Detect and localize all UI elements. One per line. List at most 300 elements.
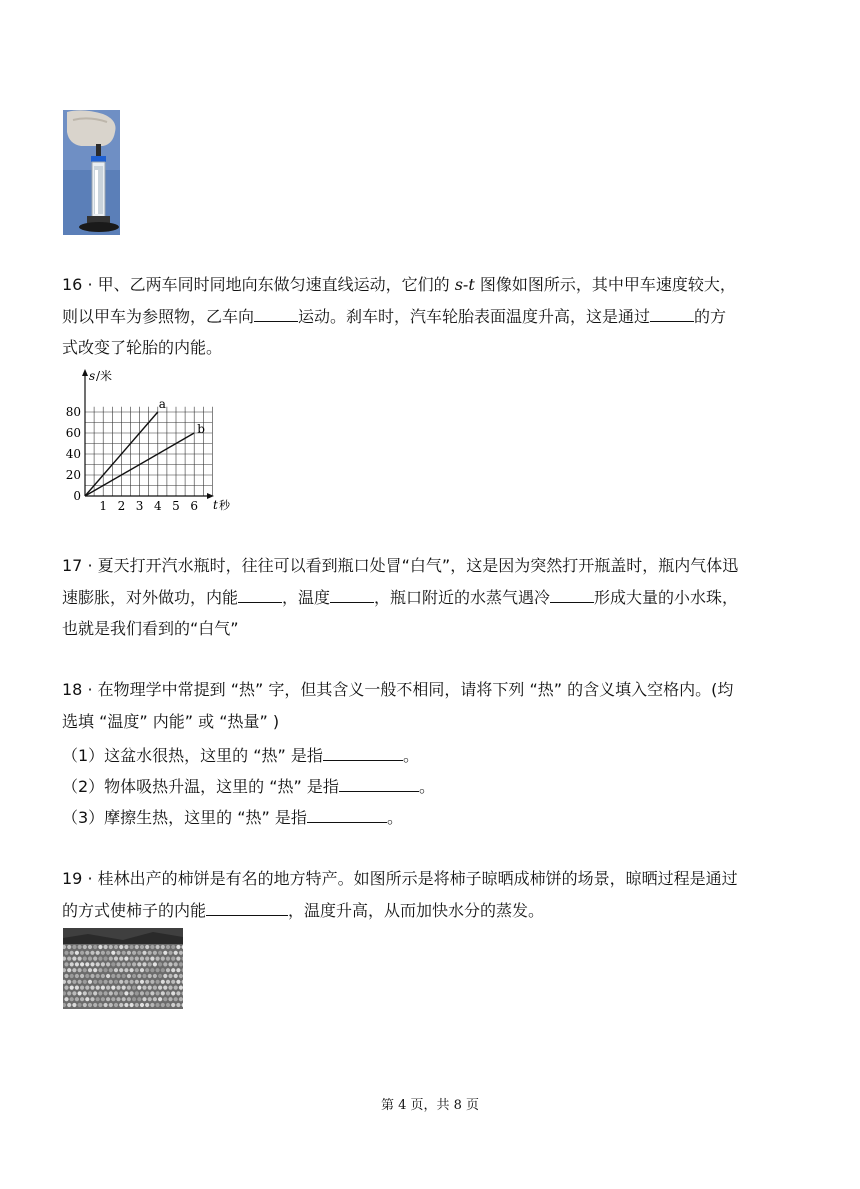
persimmon-dot: [78, 945, 82, 949]
persimmon-dot: [109, 1003, 113, 1007]
question-19: [62, 863, 842, 926]
persimmon-dot: [145, 1003, 149, 1007]
persimmon-dot: [132, 974, 136, 978]
persimmon-dot: [122, 986, 126, 990]
persimmon-dot: [111, 974, 115, 978]
x-tick-label: 4: [153, 499, 162, 513]
persimmon-dot: [124, 1003, 128, 1007]
persimmon-dot: [140, 991, 144, 995]
persimmon-dot: [150, 968, 154, 972]
persimmon-dot: [119, 991, 123, 995]
persimmon-dot: [114, 1003, 118, 1007]
persimmon-dot: [64, 986, 68, 990]
persimmon-dot: [70, 986, 74, 990]
question-text: 运动。刹车时，汽车轮胎表面温度升高，这是通过: [298, 306, 651, 326]
persimmon-dot: [93, 968, 97, 972]
persimmon-dot: [111, 997, 115, 1001]
persimmon-dot: [156, 980, 160, 984]
persimmon-dot: [168, 974, 172, 978]
persimmon-dot: [101, 997, 105, 1001]
persimmon-dot: [130, 980, 134, 984]
persimmon-dot: [80, 986, 84, 990]
question-text: 图像如图所示，其中甲车速度较大，: [474, 275, 736, 294]
persimmon-dot: [148, 951, 152, 955]
persimmon-dot: [85, 951, 89, 955]
persimmon-dot: [166, 980, 170, 984]
persimmon-dot: [85, 986, 89, 990]
persimmon-dot: [176, 945, 180, 949]
question-text: ，瓶口附近的水蒸气遇冷: [374, 587, 551, 607]
persimmon-dot: [96, 997, 100, 1001]
persimmon-dot: [114, 968, 118, 972]
persimmon-dot: [78, 991, 82, 995]
persimmon-dot: [93, 1003, 97, 1007]
persimmon-dot: [142, 951, 146, 955]
persimmon-dot: [119, 980, 123, 984]
persimmon-dot: [137, 951, 141, 955]
persimmon-dot: [101, 962, 105, 966]
persimmon-dot: [122, 962, 126, 966]
persimmon-dot: [70, 951, 74, 955]
persimmon-dot: [75, 986, 79, 990]
persimmon-dot: [163, 997, 167, 1001]
question-text: 式改变了轮胎的内能。: [62, 338, 223, 357]
persimmon-dot: [114, 980, 118, 984]
sub-question-text: （3）摩擦生热，这里的 “热” 是指: [62, 808, 307, 827]
persimmon-dot: [158, 974, 162, 978]
persimmon-dot: [161, 968, 165, 972]
persimmon-dot: [179, 951, 183, 955]
persimmon-dot: [114, 991, 118, 995]
persimmon-dot: [171, 957, 175, 961]
question-number: 16 ·: [62, 275, 98, 294]
persimmon-dot: [135, 968, 139, 972]
persimmon-dot: [64, 951, 68, 955]
persimmon-dot: [166, 945, 170, 949]
persimmon-dot: [156, 945, 160, 949]
answer-blank[interactable]: [238, 584, 282, 603]
persimmon-dot: [176, 957, 180, 961]
persimmon-dot: [171, 980, 175, 984]
persimmon-dot: [168, 951, 172, 955]
persimmon-dot: [140, 968, 144, 972]
persimmon-dot: [72, 945, 76, 949]
persimmon-dot: [106, 962, 110, 966]
x-tick-label: 2: [117, 499, 126, 513]
persimmon-dot: [72, 980, 76, 984]
question-text: 在物理学中常提到 “热” 字，但其含义一般不相同，请将下列 “热” 的含义填入空格内。(均: [97, 680, 734, 699]
persimmon-dot: [85, 974, 89, 978]
persimmon-dot: [83, 991, 87, 995]
persimmon-dot: [137, 997, 141, 1001]
persimmon-dot: [88, 957, 92, 961]
question-text: 则以甲车为参照物，乙车向: [62, 306, 255, 326]
x-axis-label-unit: 秒: [219, 499, 230, 512]
persimmon-dot: [106, 997, 110, 1001]
question-18: [62, 674, 842, 737]
persimmon-dot: [88, 945, 92, 949]
persimmon-dot: [161, 957, 165, 961]
persimmon-dot: [150, 980, 154, 984]
persimmon-dot: [83, 968, 87, 972]
persimmon-dot: [64, 997, 68, 1001]
persimmon-dot: [98, 968, 102, 972]
persimmon-dot: [119, 945, 123, 949]
y-tick-label: 80: [65, 405, 81, 419]
persimmon-dot: [98, 1003, 102, 1007]
persimmon-dot: [150, 945, 154, 949]
persimmon-dot: [90, 986, 94, 990]
persimmon-dot: [176, 968, 180, 972]
persimmon-dot: [96, 986, 100, 990]
persimmon-dot: [127, 986, 131, 990]
question-text: 速膨胀，对外做功，内能: [62, 587, 239, 607]
persimmon-dot: [132, 951, 136, 955]
persimmon-dot: [109, 968, 113, 972]
sub-question-text: 。: [386, 808, 403, 827]
question-18-sub-2: [62, 771, 435, 803]
persimmon-dot: [163, 951, 167, 955]
persimmon-dot: [137, 986, 141, 990]
persimmon-dot: [124, 945, 128, 949]
answer-blank[interactable]: [339, 773, 419, 792]
persimmon-dot: [109, 945, 113, 949]
persimmon-dot: [119, 1003, 123, 1007]
persimmon-dot: [104, 957, 108, 961]
persimmon-dot: [127, 962, 131, 966]
persimmon-dot: [64, 974, 68, 978]
question-text: ，温度升高，从而加快水分的蒸发。: [288, 900, 545, 920]
persimmon-dot: [166, 1003, 170, 1007]
persimmon-dot: [67, 957, 71, 961]
persimmon-dot: [72, 957, 76, 961]
persimmon-dot: [156, 957, 160, 961]
persimmon-dot: [135, 957, 139, 961]
persimmon-dot: [148, 962, 152, 966]
persimmon-dot: [90, 951, 94, 955]
persimmon-dot: [145, 980, 149, 984]
persimmon-dot: [135, 991, 139, 995]
x-axis-label-var: t: [213, 498, 218, 512]
persimmon-dot: [90, 974, 94, 978]
persimmon-dot: [142, 986, 146, 990]
persimmon-dot: [150, 991, 154, 995]
persimmon-dot: [72, 991, 76, 995]
st-graph: [62, 366, 262, 514]
persimmon-dot: [106, 986, 110, 990]
persimmon-dot: [122, 974, 126, 978]
persimmon-dot: [80, 951, 84, 955]
persimmon-dot: [140, 957, 144, 961]
persimmon-dot: [130, 957, 134, 961]
persimmon-dot: [168, 997, 172, 1001]
persimmon-dot: [90, 962, 94, 966]
persimmon-dot: [78, 968, 82, 972]
persimmon-dot: [130, 945, 134, 949]
persimmon-dot: [171, 945, 175, 949]
persimmon-dot: [150, 957, 154, 961]
persimmon-dot: [145, 968, 149, 972]
persimmon-dot: [111, 986, 115, 990]
question-text: 也就是我们看到的“白气”: [62, 619, 239, 638]
sub-question-text: 。: [402, 746, 419, 765]
answer-blank[interactable]: [323, 742, 403, 761]
persimmon-dot: [161, 991, 165, 995]
persimmon-dot: [140, 1003, 144, 1007]
persimmon-dot: [88, 968, 92, 972]
question-text: 桂林出产的柿饼是有名的地方特产。如图所示是将柿子晾晒成柿饼的场景，晾晒过程是通过: [97, 869, 738, 888]
persimmon-dot: [116, 962, 120, 966]
persimmon-dot: [150, 1003, 154, 1007]
persimmon-dot: [85, 997, 89, 1001]
persimmon-dot: [145, 945, 149, 949]
question-number: 17 ·: [62, 556, 98, 575]
persimmon-dot: [96, 951, 100, 955]
persimmon-dot: [174, 997, 178, 1001]
persimmon-dot: [137, 974, 141, 978]
question-text: 甲、乙两车同时同地向东做匀速直线运动，它们的: [97, 275, 455, 294]
persimmon-dot: [116, 951, 120, 955]
persimmon-dot: [111, 962, 115, 966]
persimmon-dot: [85, 962, 89, 966]
persimmon-dot: [161, 1003, 165, 1007]
persimmon-dot: [78, 980, 82, 984]
persimmon-dot: [109, 980, 113, 984]
persimmon-dot: [67, 980, 71, 984]
persimmon-dot: [174, 986, 178, 990]
persimmon-dot: [104, 1003, 108, 1007]
persimmon-dot: [132, 986, 136, 990]
persimmon-drying-photo: [63, 928, 183, 1009]
persimmon-dot: [75, 997, 79, 1001]
persimmon-dot: [135, 945, 139, 949]
persimmon-dot: [171, 968, 175, 972]
persimmon-dot: [70, 997, 74, 1001]
y-axis-arrow-icon: [82, 369, 88, 376]
persimmon-dot: [83, 945, 87, 949]
persimmon-dot: [156, 968, 160, 972]
persimmon-dot: [161, 980, 165, 984]
persimmon-dot: [72, 968, 76, 972]
persimmon-dot: [67, 991, 71, 995]
persimmon-dot: [116, 986, 120, 990]
answer-blank[interactable]: [330, 584, 374, 603]
persimmon-dot: [67, 968, 71, 972]
x-tick-label: 3: [135, 499, 144, 513]
persimmon-dot: [106, 974, 110, 978]
y-tick-label: 40: [65, 447, 81, 461]
persimmon-dot: [158, 986, 162, 990]
persimmon-dot: [179, 974, 183, 978]
persimmon-dot: [145, 957, 149, 961]
series-label-b: b: [197, 422, 205, 436]
persimmon-dot: [83, 980, 87, 984]
persimmon-dot: [156, 1003, 160, 1007]
persimmon-dot: [124, 980, 128, 984]
persimmon-dot: [124, 968, 128, 972]
persimmon-dot: [98, 945, 102, 949]
persimmon-dot: [171, 991, 175, 995]
persimmon-dot: [83, 1003, 87, 1007]
persimmon-dot: [179, 986, 183, 990]
persimmon-dot: [168, 962, 172, 966]
answer-blank[interactable]: [550, 584, 594, 603]
persimmon-dot: [67, 1003, 71, 1007]
persimmon-dot: [145, 991, 149, 995]
persimmon-dot: [174, 962, 178, 966]
y-axis-label-var: s: [89, 369, 96, 383]
persimmon-dot: [98, 991, 102, 995]
persimmon-dot: [119, 957, 123, 961]
persimmon-dot: [166, 957, 170, 961]
persimmon-dot: [104, 945, 108, 949]
persimmon-dot: [153, 997, 157, 1001]
persimmon-dot: [122, 997, 126, 1001]
persimmon-dot: [142, 974, 146, 978]
persimmon-dot: [132, 997, 136, 1001]
answer-blank[interactable]: [206, 897, 288, 916]
persimmon-dot: [127, 974, 131, 978]
question-18-sub-1: [62, 740, 419, 772]
persimmon-dot: [104, 991, 108, 995]
answer-blank[interactable]: [254, 303, 298, 322]
persimmon-dot: [116, 997, 120, 1001]
persimmon-dot: [179, 997, 183, 1001]
persimmon-dot: [88, 1003, 92, 1007]
persimmon-dot: [80, 997, 84, 1001]
persimmon-dot: [64, 962, 68, 966]
persimmon-dot: [104, 968, 108, 972]
persimmon-dot: [67, 945, 71, 949]
persimmon-dot: [90, 997, 94, 1001]
sub-question-text: （2）物体吸热升温，这里的 “热” 是指: [62, 777, 339, 796]
variable-st: s-t: [454, 275, 475, 294]
persimmon-dot: [130, 968, 134, 972]
persimmon-dot: [101, 974, 105, 978]
question-text: 的方: [694, 306, 727, 326]
persimmon-dot: [88, 980, 92, 984]
persimmon-dot: [93, 957, 97, 961]
answer-blank[interactable]: [650, 303, 694, 322]
persimmon-dot: [104, 980, 108, 984]
series-label-a: a: [158, 397, 166, 411]
question-18-sub-3: [62, 802, 403, 834]
persimmon-dot: [75, 962, 79, 966]
persimmon-dot: [96, 974, 100, 978]
persimmon-dot: [93, 991, 97, 995]
persimmon-dot: [179, 962, 183, 966]
question-text: 夏天打开汽水瓶时，往往可以看到瓶口处冒“白气”，这是因为突然打开瓶盖时，瓶内气体迅: [97, 556, 739, 575]
page-footer: 第 4 页，共 8 页: [380, 1098, 480, 1113]
persimmon-dot: [80, 974, 84, 978]
persimmon-dot: [70, 974, 74, 978]
persimmon-dot: [70, 962, 74, 966]
y-tick-label: 60: [65, 426, 81, 440]
persimmon-dot: [163, 986, 167, 990]
persimmon-dot: [140, 980, 144, 984]
persimmon-dot: [161, 945, 165, 949]
persimmon-dot: [93, 945, 97, 949]
persimmon-dot: [166, 991, 170, 995]
x-tick-label: 5: [172, 499, 180, 513]
persimmon-dot: [148, 986, 152, 990]
sub-question-text: （1）这盆水很热，这里的 “热” 是指: [62, 746, 323, 765]
persimmon-dot: [114, 945, 118, 949]
x-tick-label: 1: [99, 499, 108, 513]
question-number: 18 ·: [62, 680, 98, 699]
persimmon-dot: [109, 991, 113, 995]
question-number: 19 ·: [62, 869, 98, 888]
y-tick-label: 20: [65, 468, 81, 482]
x-tick-label: 6: [190, 499, 199, 513]
y-tick-label: 0: [73, 489, 81, 503]
question-text: ，温度: [282, 587, 331, 607]
persimmon-dot: [140, 945, 144, 949]
persimmon-dot: [98, 957, 102, 961]
persimmon-dot: [93, 980, 97, 984]
persimmon-dot: [116, 974, 120, 978]
persimmon-dot: [101, 951, 105, 955]
persimmon-dot: [83, 957, 87, 961]
persimmon-dot: [174, 951, 178, 955]
persimmon-dot: [158, 951, 162, 955]
persimmon-dot: [142, 997, 146, 1001]
persimmon-dot: [174, 974, 178, 978]
persimmon-dot: [111, 951, 115, 955]
question-17: [62, 550, 842, 645]
persimmon-dot: [137, 962, 141, 966]
persimmon-dot: [168, 986, 172, 990]
persimmon-dot: [114, 957, 118, 961]
persimmon-dot: [101, 986, 105, 990]
answer-blank[interactable]: [307, 804, 387, 823]
persimmon-dot: [88, 991, 92, 995]
persimmon-dot: [130, 1003, 134, 1007]
question-text: 形成大量的小水珠，: [594, 587, 739, 607]
question-16: [62, 269, 842, 364]
persimmon-dot: [98, 980, 102, 984]
persimmon-dot: [153, 962, 157, 966]
persimmon-dot: [96, 962, 100, 966]
persimmon-dot: [130, 991, 134, 995]
persimmon-dot: [124, 991, 128, 995]
persimmon-dot: [132, 962, 136, 966]
persimmon-dot: [163, 974, 167, 978]
question-text: 的方式使柿子的内能: [62, 900, 207, 920]
persimmon-dot: [75, 974, 79, 978]
persimmon-dot: [148, 974, 152, 978]
persimmon-dot: [158, 962, 162, 966]
persimmon-dot: [148, 997, 152, 1001]
persimmon-dot: [127, 997, 131, 1001]
persimmon-dot: [142, 962, 146, 966]
persimmon-dot: [163, 962, 167, 966]
persimmon-dot: [124, 957, 128, 961]
question-text: 选填 “温度” 内能” 或 “热量” ): [62, 711, 280, 731]
persimmon-dot: [166, 968, 170, 972]
persimmon-dot: [127, 951, 131, 955]
persimmon-dot: [72, 1003, 76, 1007]
persimmon-dot: [156, 991, 160, 995]
sub-question-text: 。: [418, 777, 435, 796]
persimmon-dot: [78, 1003, 82, 1007]
persimmon-dot: [109, 957, 113, 961]
persimmon-dot: [135, 1003, 139, 1007]
persimmon-dot: [176, 1003, 180, 1007]
persimmon-dot: [78, 957, 82, 961]
persimmon-dot: [75, 951, 79, 955]
persimmon-dot: [106, 951, 110, 955]
